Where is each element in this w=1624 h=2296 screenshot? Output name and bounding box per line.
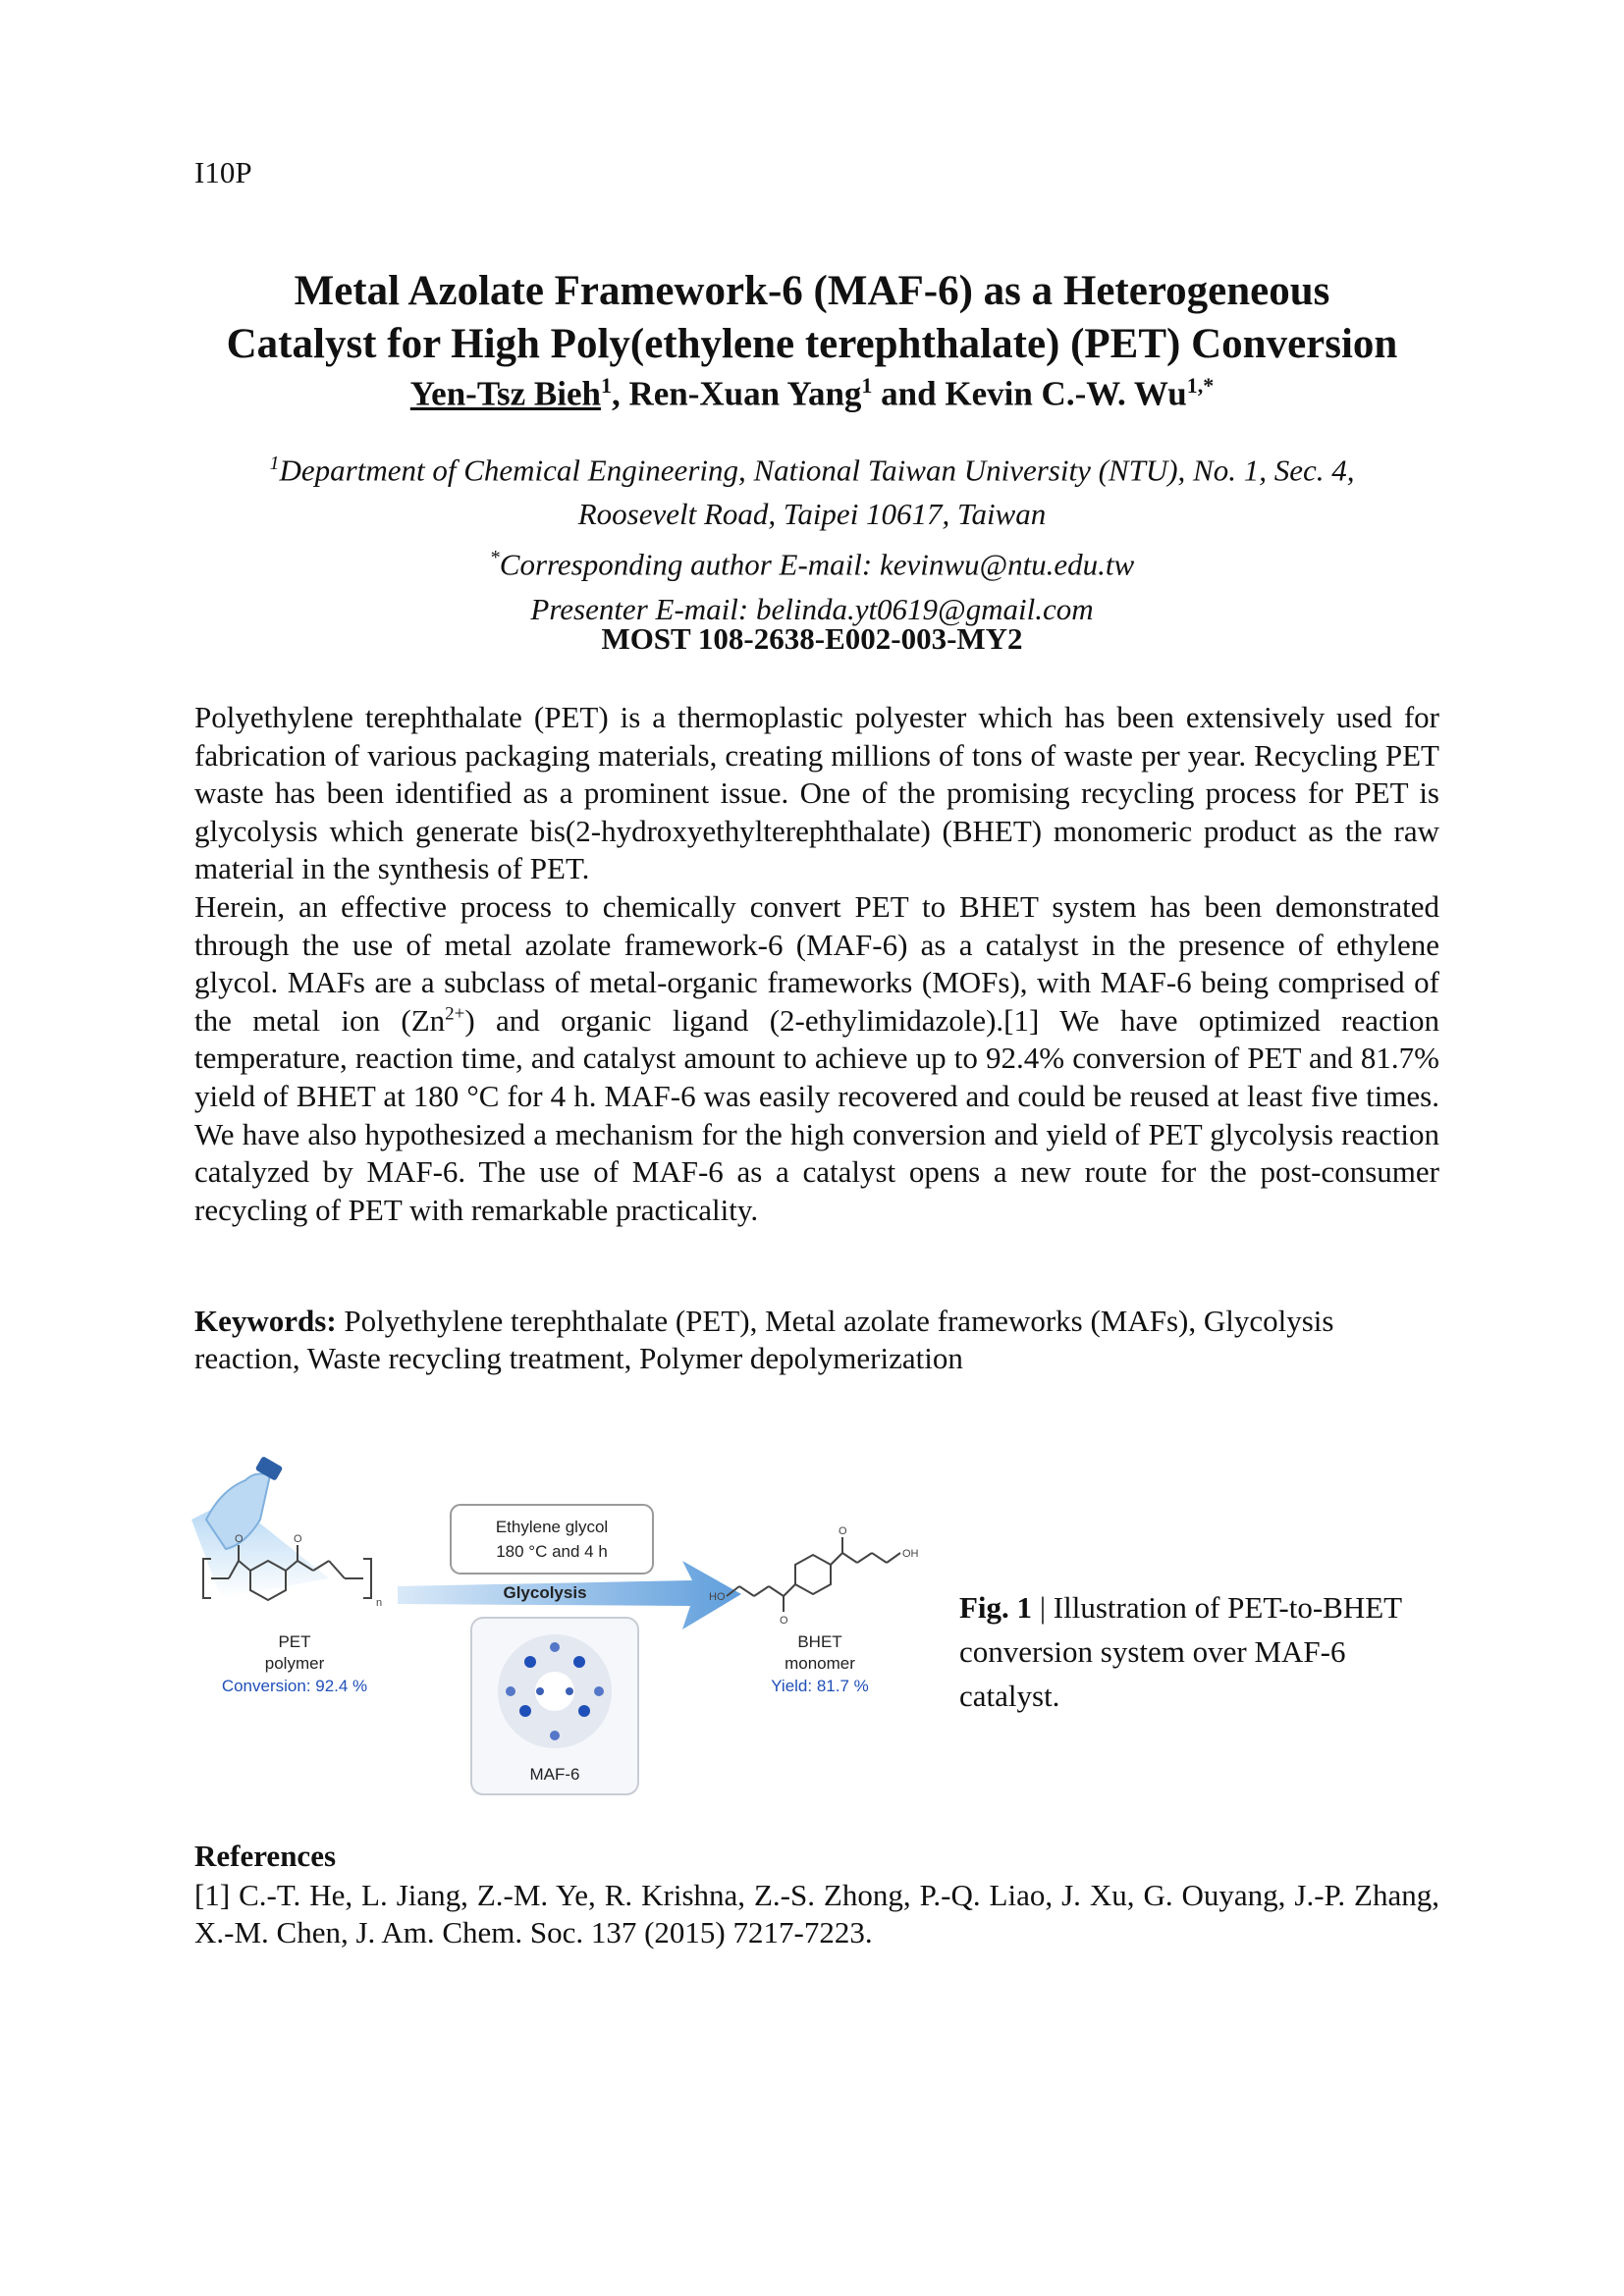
corresponding-sup: * xyxy=(489,547,500,569)
pet-sub-label: polymer xyxy=(264,1654,325,1673)
abstract-paragraph-2: Herein, an effective process to chemically convert PET to BHET system has been demonstrated through the use of metal azolate framework-6 (MAF-6) as a catalyst in the presence of ethylene glycol. MAFs are a subclass of metal-organic frameworks (MOFs), with MAF-6 being comprised of the metal ion $(Zn^{2+})$ and organic ligand (2-ethylimidazole).[1] We have optimized reaction temperature, reaction time, and catalyst amount to achieve up to 92.4% conversion of PET and 81.7% yield of BHET at 180 °C for 4 h. MAF-6 was easily recovered and could be reused at least five times. We have also hypothesized a mechanism for the high conversion and yield of PET glycolysis reaction catalyzed by MAF-6. The use of MAF-6 as a catalyst opens a new route for the post-consumer recycling of PET with remarkable practicality. xyxy=(194,888,1439,1227)
bhet-oh-label: OH xyxy=(902,1548,919,1560)
abstract-body xyxy=(194,699,1439,1229)
affiliation-line-2: Roosevelt Road, Taipei 10617, Taiwan xyxy=(577,497,1047,532)
reaction-scheme xyxy=(191,1451,947,1799)
bhet-label: BHET xyxy=(797,1632,842,1651)
author-3-name: Kevin C.-W. Wu xyxy=(945,374,1187,413)
abstract-code: I10P xyxy=(194,155,252,189)
author-1-sup: 1 xyxy=(600,373,612,398)
presenter-email: Presenter E-mail: belinda.yt0619@gmail.com xyxy=(530,591,1094,626)
corresponding-author: *Corresponding author E-mail: kevinwu@ntu.edu.tw xyxy=(489,547,1135,582)
author-2-name: Ren-Xuan Yang xyxy=(628,374,862,413)
bhet-sub-label: monomer xyxy=(785,1654,855,1673)
conditions-line-1: Ethylene glycol xyxy=(495,1518,609,1536)
title-line-2: Catalyst for High Poly(ethylene terephthalate) (PET) Conversion xyxy=(226,321,1398,367)
figure-caption: Fig. 1 | Illustration of PET-to-BHET conversion system over MAF-6 catalyst. xyxy=(959,1590,1402,1713)
pet-o-label: O xyxy=(235,1533,244,1545)
maf6-label: MAF-6 xyxy=(529,1765,580,1784)
maf6-structure-icon xyxy=(498,1634,612,1748)
zinc-charge-sup: 2+ xyxy=(445,1003,465,1025)
pet-n-subscript: n xyxy=(376,1597,383,1609)
conditions-line-2: 180 °C and 4 h xyxy=(496,1542,608,1561)
affiliation-sup: 1 xyxy=(269,453,280,474)
affiliation-block xyxy=(0,442,1624,631)
title-line-1: Metal Azolate Framework-6 (MAF-6) as a Heterogeneous xyxy=(294,268,1330,314)
paper-title xyxy=(0,265,1624,371)
caption-text: Illustration of PET-to-BHET conversion system over MAF-6 catalyst. xyxy=(959,1590,1402,1713)
pet-bottle-icon xyxy=(191,1456,329,1598)
keywords xyxy=(194,1303,1439,1377)
author-separator-2: and xyxy=(872,374,946,413)
bhet-o-label-2: O xyxy=(780,1615,788,1627)
caption-label: Fig. 1 xyxy=(959,1590,1033,1625)
bhet-o-label: O xyxy=(839,1525,847,1537)
author-2-sup: 1 xyxy=(861,373,873,398)
pet-label: PET xyxy=(278,1632,311,1651)
references-heading: References xyxy=(194,1839,337,1873)
pet-o-label-2: O xyxy=(294,1533,302,1545)
figure-1 xyxy=(191,1451,947,1799)
abstract-paragraph-1: Polyethylene terephthalate (PET) is a thermoplastic polyester which has been extensively used for fabrication of various packaging materials, creating millions of tons of waste per year. Recycling PET waste has been identified as a prominent issue. One of the promising recycling process for PET is glycolysis which generate bis(2-hydroxyethylterephthalate) (BHET) monomeric product as the raw material in the synthesis of PET. xyxy=(194,700,1439,886)
bhet-yield: Yield: 81.7 % xyxy=(771,1677,869,1695)
conditions-box xyxy=(451,1505,653,1574)
author-3-sup: 1,* xyxy=(1186,373,1215,398)
author-list xyxy=(0,373,1624,414)
author-separator-1: , xyxy=(611,374,629,413)
grant-number: MOST 108-2638-E002-003-MY2 xyxy=(601,621,1023,656)
reference-1: [1] C.-T. He, L. Jiang, Z.-M. Ye, R. Krishna, Z.-S. Zhong, P.-Q. Liao, J. Xu, G. Ouyang, J.-P. Zhang, X.-M. Chen, J. Am. Chem. Soc. 137 (2015) 7217-7223. xyxy=(194,1878,1439,1949)
pet-conversion: Conversion: 92.4 % xyxy=(221,1677,368,1695)
keywords-label: Keywords: xyxy=(194,1304,337,1338)
bhet-structure xyxy=(727,1537,900,1612)
keywords-text: Polyethylene terephthalate (PET), Metal azolate frameworks (MAFs), Glycolysis reaction, Waste recycling treatment, Polymer depolymerization xyxy=(194,1304,1334,1375)
bhet-ho-label: HO xyxy=(709,1591,726,1603)
affiliation-line-1: $^1$Department of Chemical Engineering, National Taiwan University (NTU), No. 1, Sec. 4, xyxy=(269,453,1355,488)
author-1-name: Yen-Tsz Bieh xyxy=(409,374,601,413)
glycolysis-label: Glycolysis xyxy=(503,1583,587,1602)
